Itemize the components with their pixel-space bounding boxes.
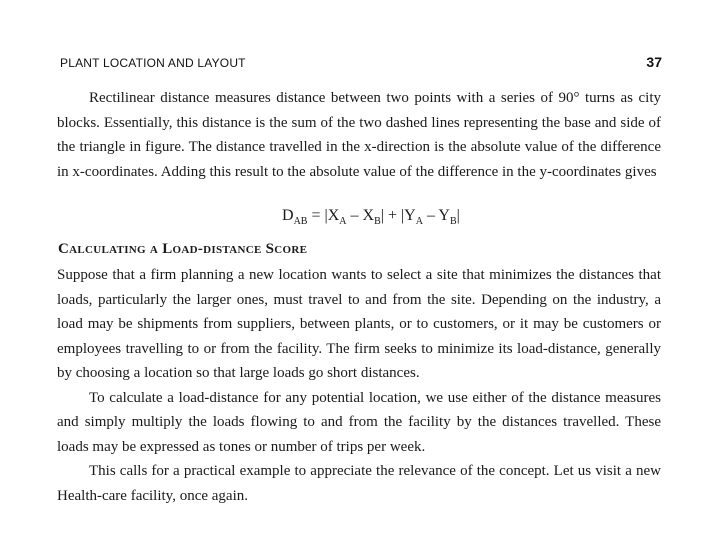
formula-term2-sub-a: A (415, 216, 423, 228)
formula-lhs-sub: AB (293, 216, 308, 228)
formula-lhs: D (282, 207, 294, 224)
section-heading: Calculating a Load-distance Score (58, 241, 308, 257)
formula-term2-sub-b: B (449, 216, 457, 228)
formula-term2-close: | (456, 207, 460, 224)
body-paragraph-1: Suppose that a firm planning a new location wants to select a site that minimizes the distances that loads, particularly the larger ones, must travel to and from the site. Depending on the industry, a load may be shipments from suppliers, between plants, or to customers, or it may be customers or employees travelling to or from the facility. The firm seeks to minimize its load-distance, generally by choosing a location so that large loads go short distances. (57, 267, 661, 381)
rectilinear-distance-formula (282, 207, 460, 227)
body-paragraph-3: This calls for a practical example to appreciate the relevance of the concept. Let us visit a new Health-care facility, once again. (57, 463, 661, 504)
formula-term1-sub-b: B (374, 216, 381, 228)
running-header-title: PLANT LOCATION AND LAYOUT (60, 56, 246, 70)
formula-term1-open: |X (324, 207, 340, 224)
formula-plus: + (383, 207, 401, 224)
formula-term2-minus: – Y (422, 207, 450, 224)
formula-term1-sub-a: A (339, 216, 347, 228)
intro-paragraph-block (57, 86, 661, 184)
formula-term1-minus: – X (346, 207, 375, 224)
intro-paragraph: Rectilinear distance measures distance between two points with a series of 90° turns as city blocks. Essentially, this distance is the sum of the two dashed lines representing the base and side of the triangle in figure. The distance travelled in the x-direction is the absolute value of the difference in x-coordinates. Adding this result to the absolute value of the difference in the y-coordinates gives (57, 90, 661, 180)
formula-term1-close: | (380, 207, 384, 224)
formula-term2-open: |Y (400, 207, 416, 224)
page-number: 37 (646, 54, 662, 70)
formula-equals: = (307, 207, 325, 224)
body-paragraph-2: To calculate a load-distance for any potential location, we use either of the distance measures and simply multiply the loads flowing to and from the facility by the distances travelled. These loads may be expressed as tones or number of trips per week. (57, 389, 661, 455)
section-body (57, 263, 661, 508)
